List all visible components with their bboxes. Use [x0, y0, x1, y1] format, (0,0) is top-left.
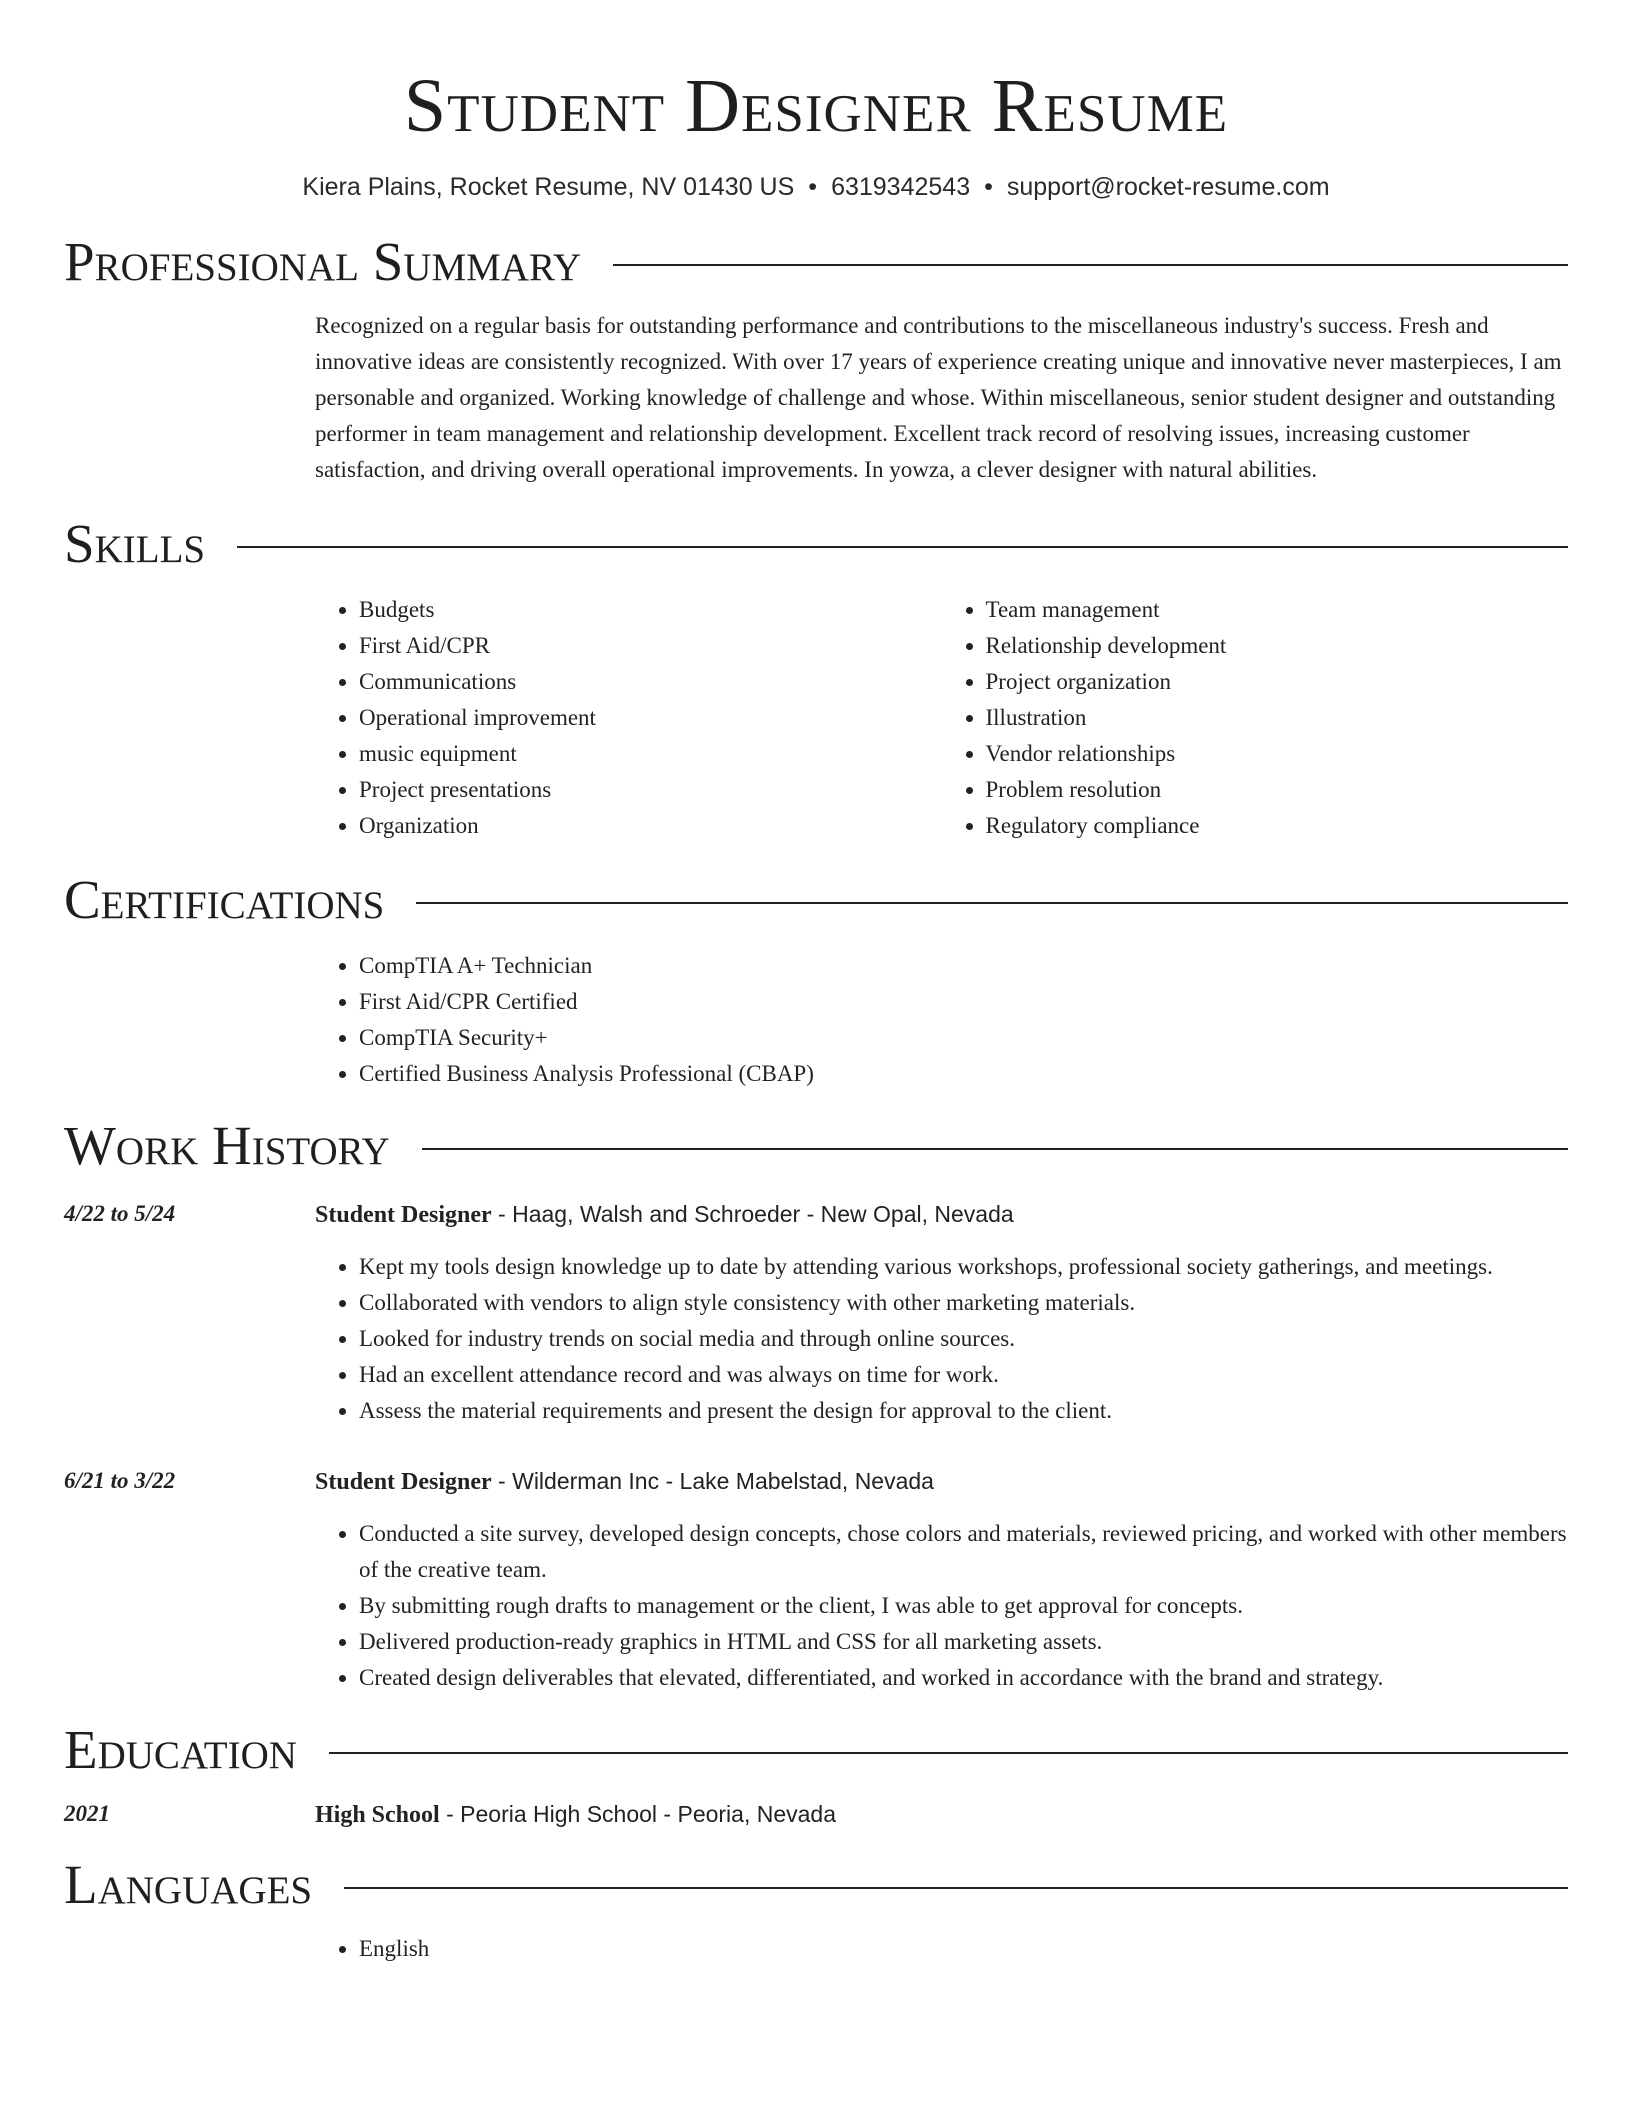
skill-item: • music equipment: [359, 736, 942, 772]
section-header: [64, 1853, 1568, 1917]
certifications-body: [315, 948, 1568, 1092]
skill-item: • Team management: [986, 592, 1569, 628]
section-title: Languages: [64, 1854, 313, 1915]
job-main: [315, 1196, 1568, 1429]
languages-body: [315, 1931, 1568, 1967]
section-rule: [344, 1887, 1568, 1889]
contact-email[interactable]: support@rocket-resume.com: [1006, 173, 1330, 201]
job-entry: [64, 1463, 1568, 1696]
section-rule: [237, 546, 1568, 548]
skill-item: • Illustration: [986, 700, 1569, 736]
summary-section: [64, 230, 1568, 488]
job-bullets: [315, 1249, 1568, 1429]
section-header: [64, 512, 1568, 576]
job-main: [315, 1463, 1568, 1696]
contact-phone: 6319342543: [831, 173, 971, 201]
job-bullet: • Delivered production-ready graphics in HTML and CSS for all marketing assets.: [359, 1624, 1568, 1660]
skill-item: • Budgets: [359, 592, 942, 628]
job-title-line: [315, 1196, 1568, 1233]
skill-item: • Vendor relationships: [986, 736, 1569, 772]
skill-item: • Relationship development: [986, 628, 1569, 664]
certification-item: • Certified Business Analysis Professional (CBAP): [359, 1056, 1568, 1092]
job-title-line: [315, 1463, 1568, 1500]
certifications-list: [315, 948, 1568, 1092]
job-role: Student Designer: [315, 1469, 492, 1495]
section-rule: [422, 1148, 1568, 1150]
skill-item: • Regulatory compliance: [986, 808, 1569, 844]
job-entry: [64, 1196, 1568, 1429]
section-title: Certifications: [64, 869, 385, 930]
job-dates: 4/22 to 5/24: [64, 1201, 176, 1226]
skill-item: • Organization: [359, 808, 942, 844]
section-header: [64, 1718, 1568, 1782]
section-rule: [416, 902, 1568, 904]
job-dates: 6/21 to 3/22: [64, 1468, 176, 1493]
section-header: [64, 230, 1568, 294]
language-item: • English: [359, 1931, 1568, 1967]
job-employer: - Haag, Walsh and Schroeder - New Opal, Nevada: [491, 1201, 1014, 1227]
skills-column-right: [942, 592, 1569, 844]
skill-item: • Communications: [359, 664, 942, 700]
skill-item: • Project organization: [986, 664, 1569, 700]
education-title-line: [315, 1796, 1568, 1833]
job-bullet: • Conducted a site survey, developed design concepts, chose colors and materials, reviewed pricing, and worked with other members of the creative team.: [359, 1516, 1568, 1588]
resume-page: [64, 0, 1568, 1967]
education-degree: High School: [315, 1802, 440, 1828]
certification-item: • CompTIA Security+: [359, 1020, 1568, 1056]
summary-text: Recognized on a regular basis for outstanding performance and contributions to the miscellaneous industry's success. Fresh and innovative ideas are consistently recognized. With over 17 years of experience creating unique and innovative never masterpieces, I am personable and organized. Working knowledge of challenge and whose. Within miscellaneous, senior student designer and outstanding performer in team management and relationship development. Excellent track record of resolving issues, increasing customer satisfaction, and driving overall operational improvements. In yowza, a clever designer with natural abilities.: [315, 313, 1562, 482]
skills-column-left: [315, 592, 942, 844]
skills-section: [64, 512, 1568, 844]
section-title: Skills: [64, 513, 206, 574]
certification-item: • CompTIA A+ Technician: [359, 948, 1568, 984]
job-bullet: • Assess the material requirements and present the design for approval to the client.: [359, 1393, 1568, 1429]
job-employer: - Wilderman Inc - Lake Mabelstad, Nevada: [491, 1468, 934, 1494]
section-title: Work History: [64, 1115, 390, 1176]
job-bullet: • Created design deliverables that elevated, differentiated, and worked in accordance with the brand and strategy.: [359, 1660, 1568, 1696]
resume-name: Student Designer Resume: [403, 64, 1229, 148]
section-header: [64, 868, 1568, 932]
section-rule: [613, 264, 1568, 266]
job-bullet: • Kept my tools design knowledge up to date by attending various workshops, professional society gatherings, and meetings.: [359, 1249, 1568, 1285]
skill-item: • First Aid/CPR: [359, 628, 942, 664]
education-main: [315, 1796, 1568, 1833]
separator-dot: •: [984, 173, 993, 201]
job-role: Student Designer: [315, 1202, 492, 1228]
section-rule: [329, 1752, 1568, 1754]
certifications-section: [64, 868, 1568, 1092]
work-history-section: [64, 1114, 1568, 1696]
job-bullets: [315, 1516, 1568, 1696]
certification-item: • First Aid/CPR Certified: [359, 984, 1568, 1020]
contact-address: Kiera Plains, Rocket Resume, NV 01430 US: [302, 173, 795, 201]
summary-body: [315, 308, 1568, 488]
education-school: - Peoria High School - Peoria, Nevada: [439, 1801, 837, 1827]
skill-item: • Operational improvement: [359, 700, 942, 736]
job-bullet: • Collaborated with vendors to align style consistency with other marketing materials.: [359, 1285, 1568, 1321]
job-bullet: • Looked for industry trends on social media and through online sources.: [359, 1321, 1568, 1357]
job-bullet: • Had an excellent attendance record and was always on time for work.: [359, 1357, 1568, 1393]
education-year: 2021: [64, 1801, 110, 1826]
skills-list: [315, 592, 1568, 844]
section-title: Education: [64, 1719, 297, 1780]
contact-line: [64, 170, 1568, 204]
education-entry: [64, 1796, 1568, 1833]
section-header: [64, 1114, 1568, 1178]
education-section: [64, 1718, 1568, 1833]
languages-section: [64, 1853, 1568, 1967]
languages-list: [315, 1931, 1568, 1967]
section-title: Professional Summary: [64, 231, 582, 292]
skill-item: • Project presentations: [359, 772, 942, 808]
job-bullet: • By submitting rough drafts to management or the client, I was able to get approval for concepts.: [359, 1588, 1568, 1624]
skill-item: • Problem resolution: [986, 772, 1569, 808]
separator-dot: •: [808, 173, 818, 201]
